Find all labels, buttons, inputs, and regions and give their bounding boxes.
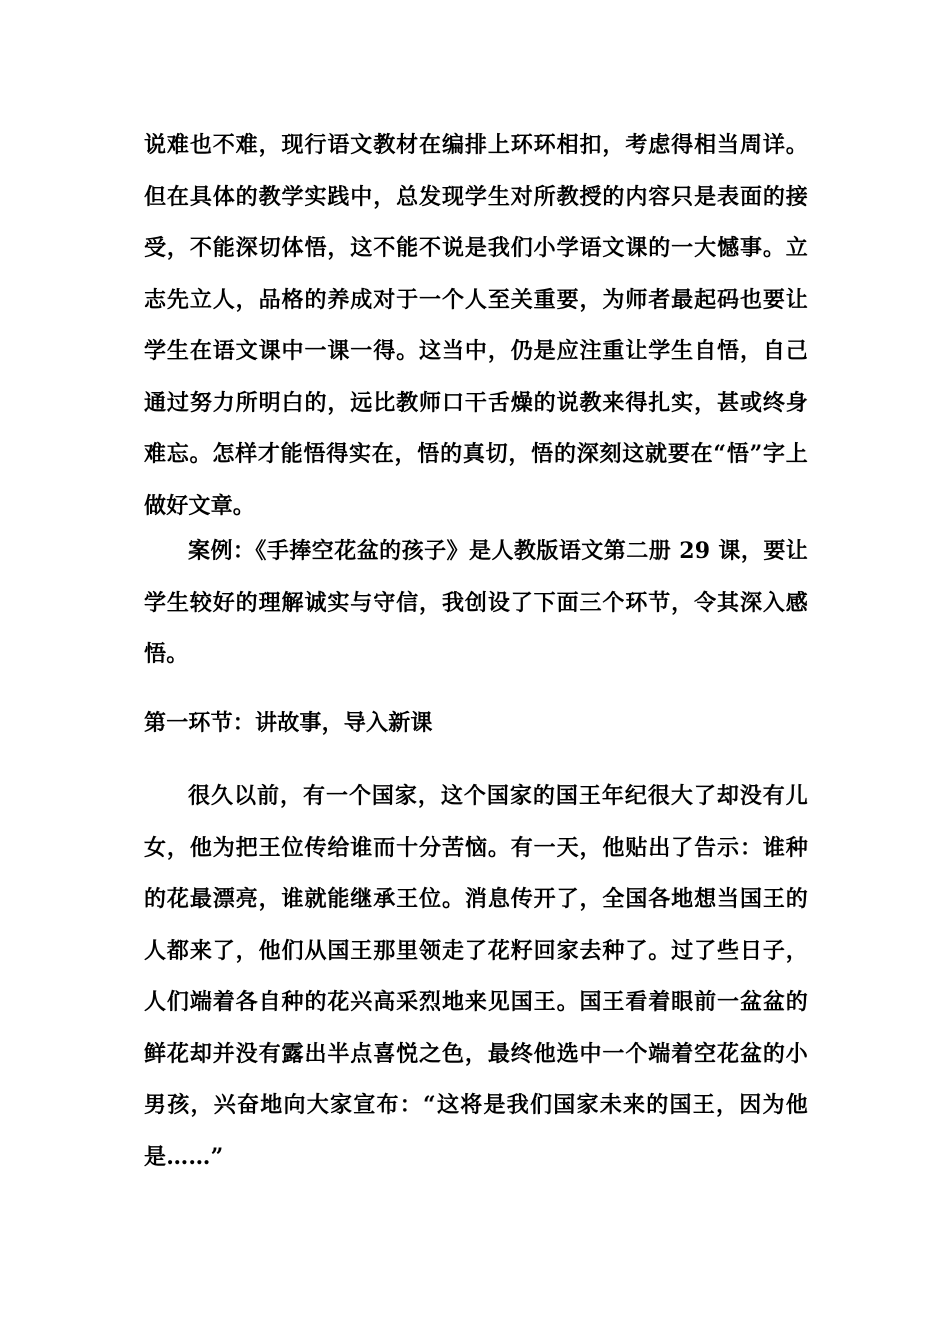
story-paragraph: 很久以前，有一个国家，这个国家的国王年纪很大了却没有儿女，他为把王位传给谁而十分苦恼。有一天，他贴出了告示：谁种的花最漂亮，谁就能继承王位。消息传开了，全国各地想当国王的人都来了，他们从国王那里领走了花籽回家去种了。过了些日子，人们端着各自种的花兴高采烈地来见国王。国王看着眼前一盆盆的鲜花却并没有露出半点喜悦之色，最终他选中一个端着空花盆的小男孩，兴奋地向大家宣布：“这将是我们国家未来的国王，因为他是……” — [144, 783, 808, 1170]
section-heading: 第一环节：讲故事，导入新课 — [144, 710, 433, 736]
intro-paragraph: 说难也不难，现行语文教材在编排上环环相扣，考虑得相当周详。但在具体的教学实践中，总发现学生对所教授的内容只是表面的接受，不能深切体悟，这不能不说是我们小学语文课的一大憾事。立志先立人，品格的养成对于一个人至关重要，为师者最起码也要让学生在语文课中一课一得。这当中，仍是应注重让学生自悟，自己通过努力所明白的，远比教师口干舌燥的说教来得扎实，甚或终身难忘。怎样才能悟得实在，悟的真切，悟的深刻这就要在“悟”字上做好文章。 — [144, 132, 808, 519]
case-paragraph: 案例：《手捧空花盆的孩子》是人教版语文第二册 29 课，要让学生较好的理解诚实与守信，我创设了下面三个环节，令其深入感悟。 — [144, 538, 808, 667]
